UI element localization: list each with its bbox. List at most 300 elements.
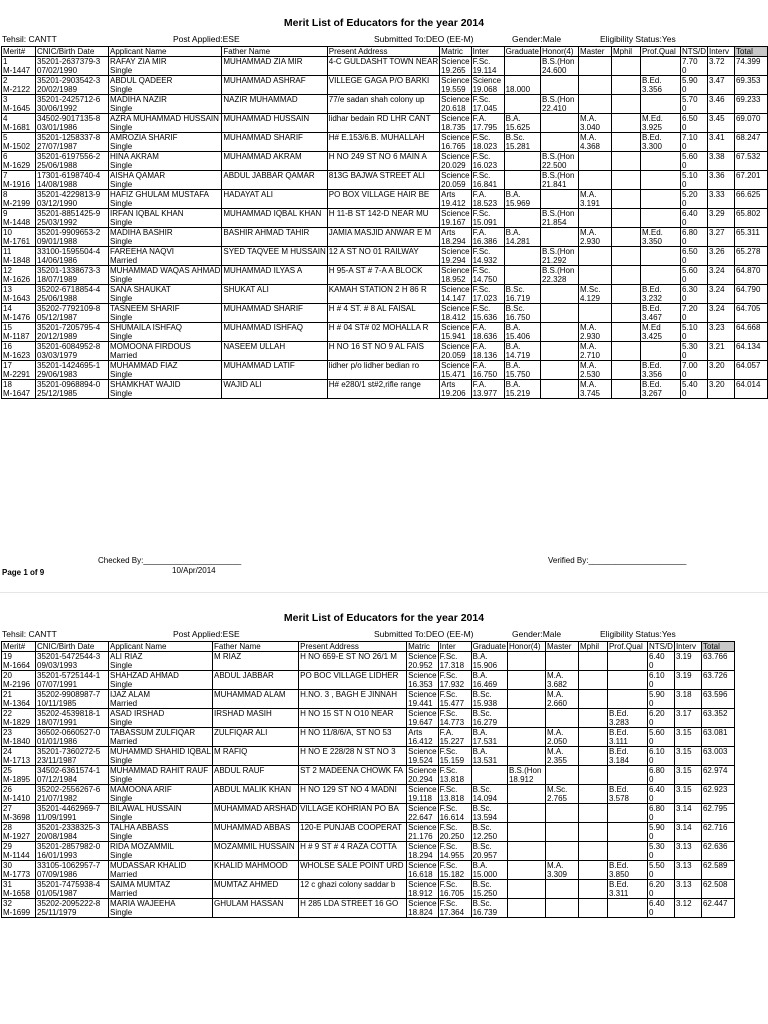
cell-prof: B.Ed. <box>607 747 647 757</box>
cell-prof_m <box>640 180 680 190</box>
cell-nts: 6.20 <box>647 709 674 719</box>
cell-empty <box>299 851 407 861</box>
cell-master: M.A. <box>545 728 578 738</box>
cell-mphil <box>611 209 640 219</box>
column-header-mat: Matric <box>440 47 471 57</box>
table-row <box>2 813 735 823</box>
cell-inter: F.Sc. <box>438 747 471 757</box>
cell-dob: 25/03/1992 <box>36 218 109 228</box>
cell-mat: Science <box>441 171 470 180</box>
cell-dob: 30/06/1992 <box>36 104 109 114</box>
cell-empty <box>222 256 327 266</box>
cell-empty <box>674 661 701 671</box>
cell-empty <box>707 313 734 323</box>
cell-cnic: 35201-8851425-9 <box>36 209 109 219</box>
cell-name: MAMOONA ARIF <box>109 785 213 795</box>
cell-nts: 5.90 <box>647 690 674 700</box>
cell-hon_m: 21.292 <box>540 256 578 266</box>
cell-empty <box>222 294 327 304</box>
table-row <box>2 899 735 909</box>
cell-inter: F.Sc. <box>438 880 471 890</box>
cell-empty <box>611 389 640 399</box>
cell-empty <box>707 180 734 190</box>
cell-master: M.A. <box>578 133 611 143</box>
cell-empty <box>734 161 767 171</box>
cell-empty <box>674 832 701 842</box>
column-header-father: Father Name <box>213 642 299 652</box>
cell-master: M.A. <box>545 747 578 757</box>
cell-mat: Science <box>441 133 470 142</box>
table-row <box>2 756 735 766</box>
cell-master <box>578 266 611 276</box>
table-row <box>2 66 768 76</box>
table-row <box>2 76 768 86</box>
table-row <box>2 737 735 747</box>
cell-empty <box>299 870 407 880</box>
cell-father: KHALID MAHMOOD <box>213 861 299 871</box>
column-header-prof: Prof.Qual <box>640 47 680 57</box>
cell-intv: 3.46 <box>707 95 734 105</box>
cell-father: MUHAMMAD ILYAS A <box>222 266 327 276</box>
cell-no: 1 <box>2 57 36 67</box>
cell-nts_m: 0 <box>647 699 674 709</box>
cell-inter_m: 15.159 <box>438 756 471 766</box>
cell-prof_m <box>640 199 680 209</box>
cell-empty <box>707 123 734 133</box>
cell-dob: 18/07/1989 <box>36 275 109 285</box>
cell-inter: F.Sc. <box>438 842 471 852</box>
cell-dob: 14/06/1986 <box>36 256 109 266</box>
post-label: Post Applied:ESE <box>173 629 240 639</box>
cell-prof <box>640 190 680 200</box>
cell-prof_m: 3.267 <box>640 389 680 399</box>
cell-grad <box>504 95 540 105</box>
cell-empty <box>707 218 734 228</box>
cell-prof_m: 3.283 <box>607 718 647 728</box>
cell-nts_m: 0 <box>647 870 674 880</box>
cell-mat: Science <box>408 785 437 794</box>
table-row <box>2 804 735 814</box>
cell-mat_m: 16.765 <box>440 142 471 152</box>
cell-dob: 21/07/1982 <box>36 794 109 804</box>
cell-father: WAJID ALI <box>222 380 327 390</box>
cell-empty <box>213 851 299 861</box>
cell-merit: M-1713 <box>2 756 36 766</box>
cell-mat_m: 19.524 <box>407 756 438 766</box>
cell-master_m: 2.710 <box>578 351 611 361</box>
cell-empty <box>299 794 407 804</box>
cell-hon <box>507 785 545 795</box>
cell-empty <box>299 813 407 823</box>
cell-master: M.Sc. <box>545 785 578 795</box>
cell-inter_m: 18.523 <box>471 199 504 209</box>
cell-master: M.A. <box>578 114 611 124</box>
cell-cnic: 33100-1595504-4 <box>36 247 109 257</box>
cell-name: MOMOONA FIRDOUS <box>109 342 222 352</box>
cell-mphil <box>611 190 640 200</box>
cell-dob: 09/01/1988 <box>36 237 109 247</box>
cell-merit: M-3698 <box>2 813 36 823</box>
cell-mat_m: 19.441 <box>407 699 438 709</box>
cell-dob: 20/02/1989 <box>36 85 109 95</box>
cell-empty <box>327 275 439 285</box>
cell-addr: 12 c ghazi colony saddar b <box>299 880 407 890</box>
cell-master_m <box>578 161 611 171</box>
cell-intv: 3.19 <box>674 671 701 681</box>
cell-empty <box>327 332 439 342</box>
cell-father: BASHIR AHMAD TAHIR <box>222 228 327 238</box>
cell-no: 16 <box>2 342 36 352</box>
cell-empty <box>734 85 767 95</box>
cell-mar: Married <box>109 889 213 899</box>
cell-empty <box>222 123 327 133</box>
cell-nts: 5.90 <box>647 823 674 833</box>
cell-hon <box>507 899 545 909</box>
table-row <box>2 908 735 918</box>
cell-empty <box>734 237 767 247</box>
cell-hon <box>507 709 545 719</box>
cell-hon_m <box>540 294 578 304</box>
cell-mar: Single <box>109 294 222 304</box>
cell-father: NAZIR MUHAMMAD <box>222 95 327 105</box>
cell-prof <box>640 152 680 162</box>
cell-master_m: 2.930 <box>578 332 611 342</box>
cell-inter_m: 16.023 <box>471 161 504 171</box>
cell-intv: 3.24 <box>707 304 734 314</box>
cell-addr: VILLEGE GAGA P/O BARKI <box>327 76 439 86</box>
cell-empty <box>734 104 767 114</box>
cell-mat_m: 14.147 <box>440 294 471 304</box>
cell-mat: Science <box>408 880 437 889</box>
cell-merit: M-1643 <box>2 294 36 304</box>
cell-name: FAREEHA NAQVI <box>109 247 222 257</box>
cell-intv: 3.26 <box>707 247 734 257</box>
cell-mar: Married <box>109 699 213 709</box>
cell-inter: F.Sc. <box>471 95 504 105</box>
cell-mat_m: 16.618 <box>407 870 438 880</box>
cell-empty <box>734 123 767 133</box>
table-row <box>2 823 735 833</box>
cell-master: M.A. <box>545 861 578 871</box>
merit-table <box>1 641 735 918</box>
table-row <box>2 728 735 738</box>
cell-master <box>545 880 578 890</box>
cell-empty <box>611 294 640 304</box>
cell-master <box>578 304 611 314</box>
cell-empty <box>611 237 640 247</box>
cell-merit: M-2122 <box>2 85 36 95</box>
cell-grad_m: 15.000 <box>471 870 507 880</box>
cell-father: NASEEM ULLAH <box>222 342 327 352</box>
cell-empty <box>701 889 734 899</box>
cell-mar: Single <box>109 199 222 209</box>
cell-dob: 01/01/1986 <box>36 737 109 747</box>
cell-grad_m: 12.250 <box>471 832 507 842</box>
cell-empty <box>674 737 701 747</box>
cell-addr: PO BOX VILLAGE HAIR BE <box>327 190 439 200</box>
cell-father: IRSHAD MASIH <box>213 709 299 719</box>
cell-grad: B.Sc. <box>504 285 540 295</box>
cell-empty <box>327 180 439 190</box>
cell-mat: Science <box>441 57 470 66</box>
cell-hon_m <box>540 123 578 133</box>
column-header-inter: Inter <box>438 642 471 652</box>
cell-empty <box>701 699 734 709</box>
cell-total: 64.134 <box>734 342 767 352</box>
cell-nts: 6.50 <box>680 247 707 257</box>
cell-grad: B.A. <box>504 342 540 352</box>
cell-father: ABDUL MALIK KHAN <box>213 785 299 795</box>
column-header-name: Applicant Name <box>109 642 213 652</box>
cell-grad: B.A. <box>471 652 507 662</box>
cell-nts_m: 0 <box>680 85 707 95</box>
table-row <box>2 114 768 124</box>
cell-name: HAFIZ GHULAM MUSTAFA <box>109 190 222 200</box>
cell-grad_m: 16.279 <box>471 718 507 728</box>
cell-addr: H# E.153/6.B. MUHALLAH <box>327 133 439 143</box>
cell-master <box>578 95 611 105</box>
cell-empty <box>701 661 734 671</box>
cell-grad_m: 13.594 <box>471 813 507 823</box>
cell-grad: B.A. <box>504 190 540 200</box>
cell-no: 18 <box>2 380 36 390</box>
cell-empty <box>327 123 439 133</box>
cell-empty <box>707 294 734 304</box>
cell-dob: 25/06/1988 <box>36 161 109 171</box>
table-row <box>2 237 768 247</box>
cell-mphil <box>578 766 607 776</box>
cell-dob: 10/11/1985 <box>36 699 109 709</box>
cell-cnic: 35201-0968894-0 <box>36 380 109 390</box>
cell-nts_m: 0 <box>647 775 674 785</box>
cell-empty <box>213 737 299 747</box>
cell-mat: Science <box>441 285 470 294</box>
cell-intv: 3.14 <box>674 804 701 814</box>
cell-merit: M-1647 <box>2 389 36 399</box>
cell-hon_m <box>507 680 545 690</box>
cell-prof: B.Ed. <box>640 76 680 86</box>
cell-cnic: 35201-5725144-1 <box>36 671 109 681</box>
cell-name: MADIHA BASHIR <box>109 228 222 238</box>
cell-cnic: 35201-1258337-8 <box>36 133 109 143</box>
cell-hon <box>507 823 545 833</box>
cell-master: M.A. <box>578 323 611 333</box>
cell-mphil <box>578 842 607 852</box>
cell-mar: Single <box>109 718 213 728</box>
table-row <box>2 680 735 690</box>
cell-master_m: 2.660 <box>545 699 578 709</box>
cell-prof_m: 3.425 <box>640 332 680 342</box>
cell-master_m: 3.682 <box>545 680 578 690</box>
cell-hon_m <box>540 332 578 342</box>
cell-hon_m <box>507 908 545 918</box>
cell-prof <box>607 842 647 852</box>
cell-empty <box>578 832 607 842</box>
cell-master: M.A. <box>545 671 578 681</box>
cell-nts_m: 0 <box>647 832 674 842</box>
cell-hon_m <box>507 756 545 766</box>
cell-grad_m: 14.719 <box>504 351 540 361</box>
cell-empty <box>299 699 407 709</box>
cell-total: 64.870 <box>734 266 767 276</box>
cell-master_m: 2.765 <box>545 794 578 804</box>
cell-mphil <box>611 228 640 238</box>
cell-merit: M-1848 <box>2 256 36 266</box>
cell-empty <box>327 66 439 76</box>
cell-inter: F.Sc. <box>438 804 471 814</box>
cell-inter: F.A. <box>471 361 504 371</box>
cell-addr: 12 A ST NO 01 RAILWAY <box>327 247 439 257</box>
cell-dob: 07/07/1991 <box>36 680 109 690</box>
cell-merit: M-1364 <box>2 699 36 709</box>
cell-no: 17 <box>2 361 36 371</box>
cell-nts_m: 0 <box>680 237 707 247</box>
cell-grad_m: 15.406 <box>504 332 540 342</box>
cell-empty <box>222 199 327 209</box>
cell-hon_m <box>507 832 545 842</box>
cell-total: 67.532 <box>734 152 767 162</box>
cell-empty <box>222 161 327 171</box>
cell-nts: 6.10 <box>647 747 674 757</box>
cell-hon_m <box>507 851 545 861</box>
cell-mat: Arts <box>440 380 471 390</box>
cell-name: SANA SHAUKAT <box>109 285 222 295</box>
cell-inter: F.Sc. <box>471 266 504 276</box>
cell-mat_m: 19.167 <box>440 218 471 228</box>
cell-nts: 7.10 <box>680 133 707 143</box>
cell-cnic: 35201-2857982-0 <box>36 842 109 852</box>
cell-intv: 3.13 <box>674 861 701 871</box>
cell-nts: 6.30 <box>680 285 707 295</box>
column-header-mphil: Mphil <box>611 47 640 57</box>
table-row <box>2 842 735 852</box>
cell-no: 24 <box>2 747 36 757</box>
cell-grad_m: 15.281 <box>504 142 540 152</box>
table-row <box>2 861 735 871</box>
cell-empty <box>611 180 640 190</box>
cell-nts: 6.80 <box>647 804 674 814</box>
cell-no: 8 <box>2 190 36 200</box>
cell-nts_m: 0 <box>647 718 674 728</box>
cell-merit: M-1629 <box>2 161 36 171</box>
cell-empty <box>299 661 407 671</box>
cell-prof_m <box>640 161 680 171</box>
cell-master_m <box>578 275 611 285</box>
cell-master <box>578 171 611 181</box>
table-row <box>2 57 768 67</box>
cell-master_m <box>578 85 611 95</box>
cell-prof_m <box>640 275 680 285</box>
cell-empty <box>327 389 439 399</box>
column-header-father: Father Name <box>222 47 327 57</box>
cell-nts: 5.40 <box>680 380 707 390</box>
table-row <box>2 832 735 842</box>
cell-grad: B.A. <box>504 323 540 333</box>
cell-no: 31 <box>2 880 36 890</box>
cell-nts: 6.40 <box>680 209 707 219</box>
cell-cnic: 35201-4229813-9 <box>36 190 109 200</box>
cell-mat: Science <box>408 899 437 908</box>
cell-mat_m: 19.647 <box>407 718 438 728</box>
cell-empty <box>213 756 299 766</box>
cell-prof_m <box>640 351 680 361</box>
cell-master <box>578 152 611 162</box>
cell-mar: Single <box>109 908 213 918</box>
cell-empty <box>578 718 607 728</box>
cell-mat: Science <box>408 842 437 851</box>
cell-addr: 4-C GULDASHT TOWN NEAR <box>328 57 439 66</box>
cell-empty <box>674 794 701 804</box>
cell-cnic: 35201-2903542-3 <box>36 76 109 86</box>
table-row <box>2 851 735 861</box>
cell-no: 12 <box>2 266 36 276</box>
table-row <box>2 104 768 114</box>
cell-hon <box>507 728 545 738</box>
table-row <box>2 380 768 390</box>
cell-prof_m: 3.356 <box>640 85 680 95</box>
cell-empty <box>222 389 327 399</box>
cell-grad: B.A. <box>471 671 507 681</box>
cell-nts_m: 0 <box>680 294 707 304</box>
cell-inter_m: 17.045 <box>471 104 504 114</box>
cell-empty <box>611 85 640 95</box>
cell-master_m: 3.040 <box>578 123 611 133</box>
cell-nts_m: 0 <box>647 680 674 690</box>
cell-mat: Science <box>408 861 437 870</box>
cell-mar: Single <box>109 775 213 785</box>
cell-addr: H NO 11/8/6/A, ST NO 53 <box>299 728 407 738</box>
cell-father: MUHAMMAD HUSSAIN <box>222 114 327 124</box>
cell-no: 7 <box>2 171 36 181</box>
cell-addr: ST 2 MADEENA CHOWK FA <box>299 766 407 776</box>
cell-master_m: 3.309 <box>545 870 578 880</box>
table-row <box>2 275 768 285</box>
cell-empty <box>327 237 439 247</box>
table-row <box>2 228 768 238</box>
cell-nts_m: 0 <box>680 256 707 266</box>
cell-nts_m: 0 <box>680 351 707 361</box>
cell-dob: 27/07/1987 <box>36 142 109 152</box>
cell-mphil <box>578 671 607 681</box>
cell-master_m: 2.355 <box>545 756 578 766</box>
cell-prof <box>640 209 680 219</box>
cell-intv: 3.19 <box>674 652 701 662</box>
cell-father: MUHAMMAD SHARIF <box>222 133 327 143</box>
column-header-grad: Graduate <box>505 47 539 56</box>
cell-intv: 3.41 <box>707 133 734 143</box>
cell-intv: 3.15 <box>674 785 701 795</box>
cell-empty <box>299 775 407 785</box>
column-header-hon: Honor(4) <box>540 47 578 57</box>
cell-empty <box>707 275 734 285</box>
cell-total: 63.766 <box>701 652 734 662</box>
cell-inter_m: 16.841 <box>471 180 504 190</box>
cell-mat_m: 18.735 <box>440 123 471 133</box>
cell-mat: Science <box>408 804 437 813</box>
cell-grad_m: 15.250 <box>471 889 507 899</box>
cell-empty <box>674 756 701 766</box>
cell-grad: B.Sc. <box>471 842 507 852</box>
cell-total: 63.596 <box>701 690 734 700</box>
cell-empty <box>578 889 607 899</box>
cell-mar: Single <box>109 313 222 323</box>
cell-cnic: 35202-2556267-6 <box>36 785 109 795</box>
cell-mphil <box>611 171 640 181</box>
cell-inter_m: 17.795 <box>471 123 504 133</box>
cell-grad: B.A. <box>504 114 540 124</box>
table-row <box>2 889 735 899</box>
table-row <box>2 775 735 785</box>
